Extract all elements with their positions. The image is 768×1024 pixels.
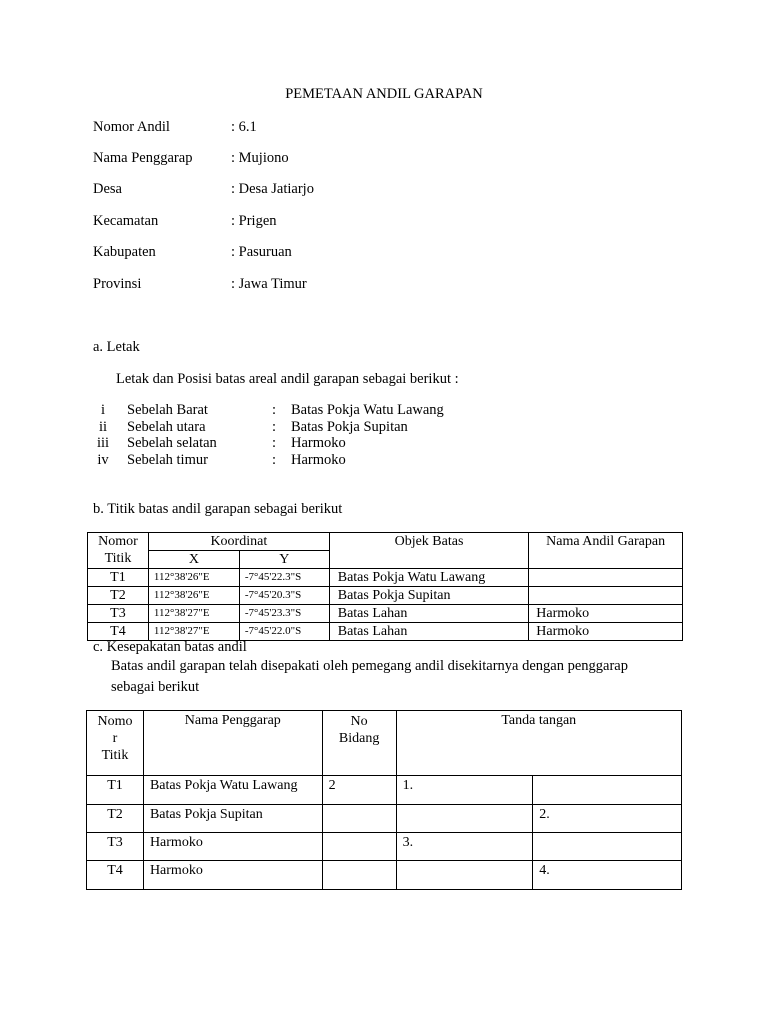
header-nomor-line3: Titik — [101, 748, 129, 763]
cell-nama: Harmoko — [143, 861, 322, 890]
direction-value: Harmoko — [291, 452, 346, 468]
info-value: : 6.1 — [231, 119, 257, 135]
cell-titik: T3 — [88, 605, 149, 623]
header-x: X — [148, 551, 239, 569]
cell-ttd-left: 1. — [396, 776, 533, 805]
info-label: Provinsi — [93, 276, 142, 292]
direction-value: Harmoko — [291, 435, 346, 451]
cell-bidang — [322, 805, 396, 833]
cell-x: 112°38'27"E — [148, 605, 239, 623]
cell-titik: T1 — [88, 569, 149, 587]
direction-value: Batas Pokja Supitan — [291, 419, 408, 435]
section-c-text-line2: sebagai berikut — [111, 679, 200, 695]
direction-colon: : — [272, 452, 277, 468]
table-row — [87, 861, 682, 890]
table-header-row — [88, 533, 683, 551]
header-koordinat: Koordinat — [148, 533, 329, 551]
table-row — [88, 605, 683, 623]
info-label: Desa — [93, 181, 122, 197]
cell-nama: Batas Pokja Supitan — [143, 805, 322, 833]
cell-objek: Batas Lahan — [329, 605, 529, 623]
header-objek-batas: Objek Batas — [329, 533, 529, 569]
cell-titik: T2 — [87, 805, 144, 833]
direction-name: Sebelah Barat — [127, 402, 208, 418]
header-nomor-titik: Nomor Titik — [88, 533, 149, 569]
table-row — [88, 569, 683, 587]
header-y: Y — [239, 551, 329, 569]
cell-y: -7°45'20.3"S — [239, 587, 329, 605]
cell-ttd-left: 3. — [396, 833, 533, 861]
cell-titik: T4 — [88, 623, 149, 641]
info-value: : Desa Jatiarjo — [231, 181, 314, 197]
table-row — [88, 623, 683, 641]
info-value: : Prigen — [231, 213, 277, 229]
cell-x: 112°38'26"E — [148, 569, 239, 587]
cell-y: -7°45'22.0"S — [239, 623, 329, 641]
cell-objek: Batas Lahan — [329, 623, 529, 641]
table-row — [87, 776, 682, 805]
cell-nama: Harmoko — [529, 605, 683, 623]
header-nama-penggarap: Nama Penggarap — [143, 711, 322, 776]
direction-number: ii — [98, 419, 108, 435]
direction-name: Sebelah selatan — [127, 435, 217, 451]
header-nomor-line1: Nomo — [97, 714, 133, 729]
direction-colon: : — [272, 419, 277, 435]
cell-objek: Batas Pokja Supitan — [329, 587, 529, 605]
info-value: : Jawa Timur — [231, 276, 307, 292]
info-value: : Mujiono — [231, 150, 289, 166]
direction-name: Sebelah utara — [127, 419, 206, 435]
header-nomor-line2: r — [112, 731, 118, 746]
cell-ttd-right — [533, 833, 682, 861]
direction-value: Batas Pokja Watu Lawang — [291, 402, 444, 418]
info-label: Nama Penggarap — [93, 150, 193, 166]
cell-nama: Batas Pokja Watu Lawang — [143, 776, 322, 805]
agreement-table — [86, 710, 682, 890]
direction-number: iv — [97, 452, 109, 468]
info-label: Kabupaten — [93, 244, 156, 260]
direction-number: iii — [96, 435, 110, 451]
cell-ttd-left — [396, 861, 533, 890]
header-nama-andil: Nama Andil Garapan — [529, 533, 683, 569]
info-label: Nomor Andil — [93, 119, 170, 135]
cell-bidang — [322, 861, 396, 890]
section-a-heading: a. Letak — [93, 339, 140, 355]
cell-titik: T2 — [88, 587, 149, 605]
direction-colon: : — [272, 402, 277, 418]
cell-nama: Harmoko — [143, 833, 322, 861]
cell-y: -7°45'23.3"S — [239, 605, 329, 623]
cell-titik: T3 — [87, 833, 144, 861]
cell-ttd-right: 2. — [533, 805, 682, 833]
boundary-points-table — [87, 532, 683, 641]
cell-x: 112°38'26"E — [148, 587, 239, 605]
cell-x: 112°38'27"E — [148, 623, 239, 641]
table-row — [87, 805, 682, 833]
table-row — [88, 587, 683, 605]
direction-number: i — [100, 402, 106, 418]
cell-ttd-left — [396, 805, 533, 833]
table-header-row — [87, 711, 682, 776]
section-c-text-line1: Batas andil garapan telah disepakati oleh pemegang andil disekitarnya dengan penggarap — [111, 658, 628, 674]
header-no-bidang-line1: No — [350, 714, 368, 729]
cell-titik: T1 — [87, 776, 144, 805]
cell-bidang — [322, 833, 396, 861]
header-nomor-titik — [87, 711, 144, 776]
document-title: PEMETAAN ANDIL GARAPAN — [285, 86, 483, 102]
direction-name: Sebelah timur — [127, 452, 208, 468]
section-b-heading: b. Titik batas andil garapan sebagai berikut — [93, 501, 343, 517]
cell-nama — [529, 587, 683, 605]
info-label: Kecamatan — [93, 213, 159, 229]
cell-nama — [529, 569, 683, 587]
cell-ttd-right: 4. — [533, 861, 682, 890]
header-no-bidang — [322, 711, 396, 776]
cell-objek: Batas Pokja Watu Lawang — [329, 569, 529, 587]
cell-y: -7°45'22.3"S — [239, 569, 329, 587]
cell-nama: Harmoko — [529, 623, 683, 641]
direction-colon: : — [272, 435, 277, 451]
section-a-intro: Letak dan Posisi batas areal andil garapan sebagai berikut : — [116, 371, 459, 387]
cell-titik: T4 — [87, 861, 144, 890]
section-c-heading: c. Kesepakatan batas andil — [93, 639, 247, 655]
header-tanda-tangan: Tanda tangan — [396, 711, 681, 776]
header-no-bidang-line2: Bidang — [338, 731, 380, 746]
cell-ttd-right — [533, 776, 682, 805]
table-row — [87, 833, 682, 861]
cell-bidang: 2 — [322, 776, 396, 805]
info-value: : Pasuruan — [231, 244, 292, 260]
